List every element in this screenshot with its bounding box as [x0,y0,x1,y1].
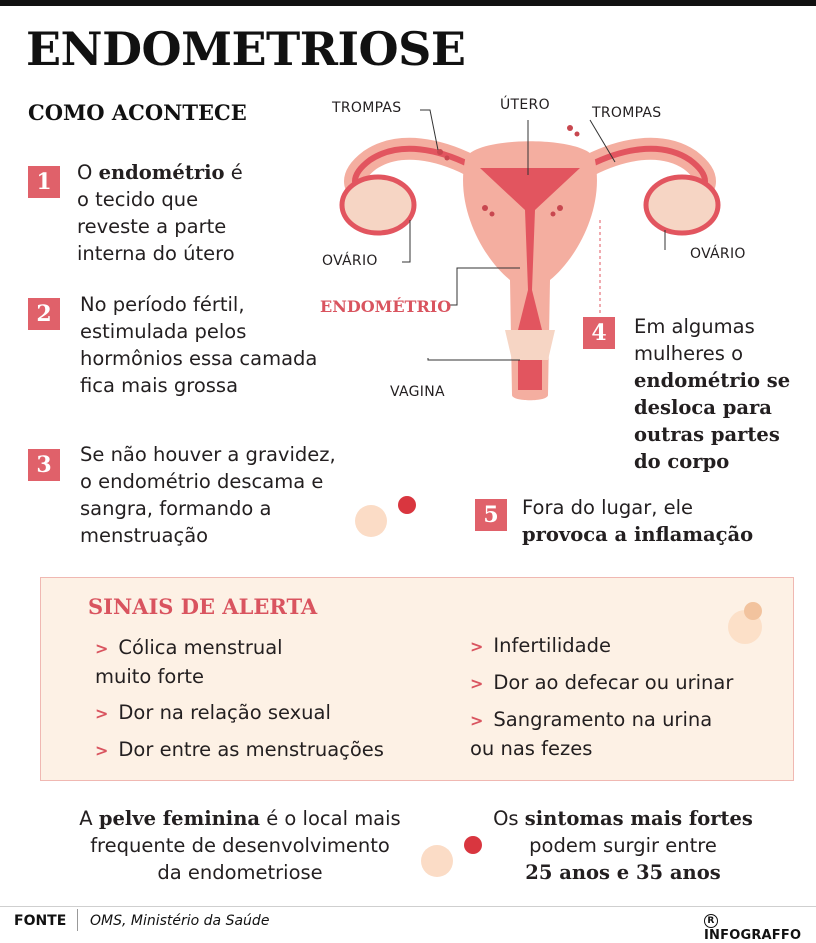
decor-dot [421,845,453,877]
step-1-line: reveste a parte [77,215,227,238]
label-endometrio: ENDOMÉTRIO [320,297,452,316]
chevron-right-icon: > [470,637,484,656]
alert-item: > Dor na relação sexual [95,701,331,724]
label-vagina: VAGINA [390,384,445,400]
step-1-pre: O [77,161,99,184]
fact-pelvis-bold: pelve feminina [98,807,261,830]
fact-pelvis: A pelve feminina é o local mais frequente de desenvolvimento da endometriose [79,807,401,884]
alert-item-cont: muito forte [95,665,205,688]
step-4-bold-line: outras partes [634,423,780,446]
decor-dot [744,602,762,620]
label-ovario-right: OVÁRIO [690,246,746,262]
chevron-right-icon: > [95,704,109,723]
decor-dot [398,496,416,514]
brand-name: INFOGRAFFO [704,928,802,943]
fact-age-range: 25 anos e 35 anos [525,861,721,884]
step-3-line: menstruação [80,524,209,547]
brand-logo [704,913,816,943]
alert-item-cont: ou nas fezes [470,737,593,760]
alert-list-left [95,634,384,765]
step-number-2: 2 [28,298,60,330]
step-4-bold-line: do corpo [634,450,730,473]
page-title: ENDOMETRIOSE [26,22,466,76]
alert-item: > Sangramento na urina [470,708,713,731]
step-1-bold: endométrio [98,161,225,184]
source-separator [77,909,78,931]
right-ovary [646,177,718,233]
step-2-line: fica mais grossa [80,374,239,397]
step-5-bold: provoca a inflamação [522,523,754,546]
step-3-line: sangra, formando a [80,497,272,520]
step-4-bold-line: desloca para [634,396,772,419]
alert-item: > Infertilidade [470,634,611,657]
step-3-text [80,441,336,549]
alert-title: SINAIS DE ALERTA [88,594,318,619]
label-trompas-left: TROMPAS [332,100,402,116]
step-2-line: hormônios essa camada [80,347,318,370]
step-number-3: 3 [28,449,60,481]
step-1-post: é [224,161,243,184]
label-trompas-right: TROMPAS [592,105,662,121]
chevron-right-icon: > [470,674,484,693]
left-ovary [342,177,414,233]
cervix [505,330,555,360]
label-utero: ÚTERO [500,97,550,113]
top-rule [0,0,816,6]
step-5-text [522,494,753,548]
chevron-right-icon: > [95,741,109,760]
decor-dot [355,505,387,537]
alert-item: > Dor entre as menstruações [95,738,384,761]
step-2-line: No período fértil, [80,293,245,316]
fact-age: Os sintomas mais fortes podem surgir entre 25 anos e 35 anos [478,805,768,886]
step-2-text [80,291,317,399]
footer-divider [0,906,816,907]
step-1-text [77,159,243,267]
section-subtitle: COMO ACONTECE [28,100,247,125]
step-number-4: 4 [583,317,615,349]
source-label: FONTE [14,913,67,929]
alert-item: > Cólica menstrual [95,636,283,659]
step-4-bold-line: endométrio se [634,369,791,392]
step-number-5: 5 [475,499,507,531]
step-number-1: 1 [28,166,60,198]
step-5-line: Fora do lugar, ele [522,496,694,519]
alert-item: > Dor ao defecar ou urinar [470,671,734,694]
source-text: OMS, Ministério da Saúde [90,913,270,929]
step-4-text [634,313,790,475]
step-1-line: interna do útero [77,242,235,265]
label-ovario-left: OVÁRIO [322,253,378,269]
chevron-right-icon: > [470,711,484,730]
step-2-line: estimulada pelos [80,320,247,343]
registered-icon: R [704,914,718,928]
step-4-line: mulheres o [634,342,744,365]
step-3-line: o endométrio descama e [80,470,324,493]
fact-age-bold: sintomas mais fortes [524,807,753,830]
step-1-line: o tecido que [77,188,199,211]
alert-list-right [470,632,733,763]
step-4-line: Em algumas [634,315,755,338]
step-3-line: Se não houver a gravidez, [80,443,336,466]
chevron-right-icon: > [95,639,109,658]
